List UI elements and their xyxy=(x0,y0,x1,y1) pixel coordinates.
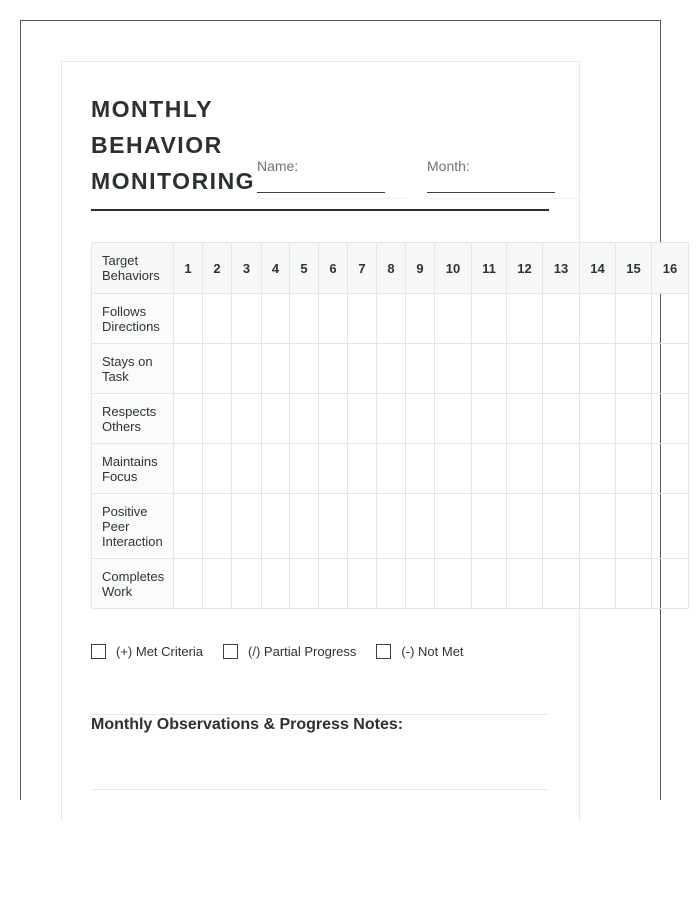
title-line: MONITORING xyxy=(91,168,256,194)
day-header: 3 xyxy=(232,243,262,294)
tracking-cell[interactable] xyxy=(262,344,290,394)
tracking-cell[interactable] xyxy=(652,294,689,344)
tracking-cell[interactable] xyxy=(616,394,652,444)
tracking-cell[interactable] xyxy=(232,494,262,559)
section-divider xyxy=(91,714,549,715)
day-header: 4 xyxy=(262,243,290,294)
tracking-cell[interactable] xyxy=(203,294,232,344)
tracking-cell[interactable] xyxy=(543,344,580,394)
day-header: 13 xyxy=(543,243,580,294)
legend-label: (-) Not Met xyxy=(401,644,464,659)
tracking-cell[interactable] xyxy=(507,494,543,559)
day-header: 15 xyxy=(616,243,652,294)
tracking-cell[interactable] xyxy=(507,344,543,394)
tracking-cell[interactable] xyxy=(543,394,580,444)
tracking-cell[interactable] xyxy=(348,444,377,494)
notes-heading: Monthly Observations & Progress Notes: xyxy=(91,716,404,733)
tracking-cell[interactable] xyxy=(203,494,232,559)
tracking-cell[interactable] xyxy=(507,394,543,444)
tracking-cell[interactable] xyxy=(377,559,406,609)
behavior-label: Positive Peer Interaction xyxy=(92,494,174,559)
tracking-cell[interactable] xyxy=(472,559,507,609)
behavior-label: Respects Others xyxy=(92,394,174,444)
month-field[interactable] xyxy=(427,192,555,193)
tracking-cell[interactable] xyxy=(580,494,616,559)
page-title xyxy=(91,91,255,199)
tracking-cell[interactable] xyxy=(290,294,319,344)
behavior-label: Maintains Focus xyxy=(92,444,174,494)
tracking-cell[interactable] xyxy=(319,394,348,444)
tracking-cell[interactable] xyxy=(232,344,262,394)
tracking-cell[interactable] xyxy=(319,444,348,494)
tracking-cell[interactable] xyxy=(174,344,203,394)
tracking-cell[interactable] xyxy=(377,394,406,444)
tracking-cell[interactable] xyxy=(290,494,319,559)
legend-label: (/) Partial Progress xyxy=(248,644,357,659)
tracking-cell[interactable] xyxy=(435,394,472,444)
tracking-cell[interactable] xyxy=(472,494,507,559)
tracking-cell[interactable] xyxy=(348,559,377,609)
tracking-cell[interactable] xyxy=(580,394,616,444)
tracking-cell[interactable] xyxy=(435,559,472,609)
title-line: MONTHLY xyxy=(91,96,214,122)
tracking-cell[interactable] xyxy=(616,444,652,494)
tracking-cell[interactable] xyxy=(543,559,580,609)
table-row xyxy=(92,494,689,559)
name-underline-faint xyxy=(257,198,407,199)
tracking-cell[interactable] xyxy=(262,559,290,609)
tracking-cell[interactable] xyxy=(435,344,472,394)
name-label: Name: xyxy=(257,158,299,174)
tracking-cell[interactable] xyxy=(232,444,262,494)
tracking-cell[interactable] xyxy=(472,294,507,344)
tracking-cell[interactable] xyxy=(232,294,262,344)
tracking-cell[interactable] xyxy=(580,294,616,344)
tracking-cell[interactable] xyxy=(377,294,406,344)
tracking-cell[interactable] xyxy=(435,294,472,344)
tracking-cell[interactable] xyxy=(406,444,435,494)
tracking-cell[interactable] xyxy=(232,394,262,444)
name-field[interactable] xyxy=(257,192,385,193)
behavior-label: Completes Work xyxy=(92,559,174,609)
tracking-cell[interactable] xyxy=(262,394,290,444)
tracking-cell[interactable] xyxy=(616,559,652,609)
tracking-cell[interactable] xyxy=(580,444,616,494)
tracking-cell[interactable] xyxy=(507,559,543,609)
tracking-cell[interactable] xyxy=(348,294,377,344)
tracking-cell[interactable] xyxy=(319,294,348,344)
month-label: Month: xyxy=(427,158,470,174)
day-header: 11 xyxy=(472,243,507,294)
tracking-cell[interactable] xyxy=(406,559,435,609)
tracking-cell[interactable] xyxy=(203,444,232,494)
tracking-cell[interactable] xyxy=(348,394,377,444)
legend xyxy=(91,644,484,659)
tracking-cell[interactable] xyxy=(580,344,616,394)
behavior-label: Follows Directions xyxy=(92,294,174,344)
behavior-label: Stays on Task xyxy=(92,344,174,394)
table-row xyxy=(92,344,689,394)
tracking-cell[interactable] xyxy=(652,394,689,444)
tracking-cell[interactable] xyxy=(507,294,543,344)
tracking-cell[interactable] xyxy=(580,559,616,609)
tracking-cell[interactable] xyxy=(406,344,435,394)
tracking-cell[interactable] xyxy=(472,394,507,444)
tracking-cell[interactable] xyxy=(652,494,689,559)
behavior-tracking-table xyxy=(91,242,689,609)
month-underline-faint xyxy=(427,198,580,199)
table-row xyxy=(92,444,689,494)
table-row xyxy=(92,294,689,344)
tracking-cell[interactable] xyxy=(290,559,319,609)
notes-divider xyxy=(91,789,549,790)
tracking-cell[interactable] xyxy=(652,444,689,494)
table-row xyxy=(92,394,689,444)
tracking-cell[interactable] xyxy=(174,444,203,494)
tracking-cell[interactable] xyxy=(348,494,377,559)
day-header: 9 xyxy=(406,243,435,294)
tracking-cell[interactable] xyxy=(377,444,406,494)
legend-item-partial xyxy=(223,644,356,659)
tracking-cell[interactable] xyxy=(543,294,580,344)
legend-checkbox[interactable] xyxy=(223,644,238,659)
day-header: 12 xyxy=(507,243,543,294)
tracking-cell[interactable] xyxy=(652,559,689,609)
tracking-cell[interactable] xyxy=(472,344,507,394)
tracking-cell[interactable] xyxy=(262,494,290,559)
tracking-cell[interactable] xyxy=(377,344,406,394)
tracking-cell[interactable] xyxy=(406,394,435,444)
tracking-cell[interactable] xyxy=(319,559,348,609)
day-header: 1 xyxy=(174,243,203,294)
tracking-cell[interactable] xyxy=(616,294,652,344)
table-row xyxy=(92,559,689,609)
legend-checkbox[interactable] xyxy=(91,644,106,659)
day-header: 10 xyxy=(435,243,472,294)
tracking-cell[interactable] xyxy=(203,344,232,394)
title-line: BEHAVIOR xyxy=(91,132,223,158)
legend-checkbox[interactable] xyxy=(376,644,391,659)
tracking-cell[interactable] xyxy=(348,344,377,394)
day-header: 6 xyxy=(319,243,348,294)
tracking-cell[interactable] xyxy=(232,559,262,609)
day-header: 8 xyxy=(377,243,406,294)
tracking-cell[interactable] xyxy=(435,494,472,559)
tracking-cell[interactable] xyxy=(174,494,203,559)
tracking-cell[interactable] xyxy=(319,494,348,559)
day-header: 16 xyxy=(652,243,689,294)
tracking-cell[interactable] xyxy=(174,294,203,344)
tracking-cell[interactable] xyxy=(616,494,652,559)
day-header: 14 xyxy=(580,243,616,294)
tracking-cell[interactable] xyxy=(435,444,472,494)
tracking-cell[interactable] xyxy=(507,444,543,494)
tracking-cell[interactable] xyxy=(616,344,652,394)
tracking-cell[interactable] xyxy=(472,444,507,494)
legend-item-not-met xyxy=(376,644,463,659)
tracking-cell[interactable] xyxy=(377,494,406,559)
tracking-cell[interactable] xyxy=(290,344,319,394)
legend-label: (+) Met Criteria xyxy=(116,644,204,659)
day-header: 2 xyxy=(203,243,232,294)
tracking-cell[interactable] xyxy=(543,444,580,494)
tracking-cell[interactable] xyxy=(203,394,232,444)
tracking-cell[interactable] xyxy=(406,294,435,344)
tracking-cell[interactable] xyxy=(174,394,203,444)
title-divider xyxy=(91,209,549,211)
tracking-cell[interactable] xyxy=(543,494,580,559)
tracking-cell[interactable] xyxy=(290,444,319,494)
tracking-cell[interactable] xyxy=(262,294,290,344)
tracking-cell[interactable] xyxy=(652,344,689,394)
tracking-cell[interactable] xyxy=(406,494,435,559)
tracking-cell[interactable] xyxy=(319,344,348,394)
header-row xyxy=(92,243,689,294)
legend-item-met xyxy=(91,644,203,659)
day-header: 7 xyxy=(348,243,377,294)
corner-header: Target Behaviors xyxy=(92,243,174,294)
table-body xyxy=(92,294,689,609)
tracking-cell[interactable] xyxy=(203,559,232,609)
tracking-cell[interactable] xyxy=(174,559,203,609)
day-header: 5 xyxy=(290,243,319,294)
tracking-cell[interactable] xyxy=(290,394,319,444)
tracking-cell[interactable] xyxy=(262,444,290,494)
